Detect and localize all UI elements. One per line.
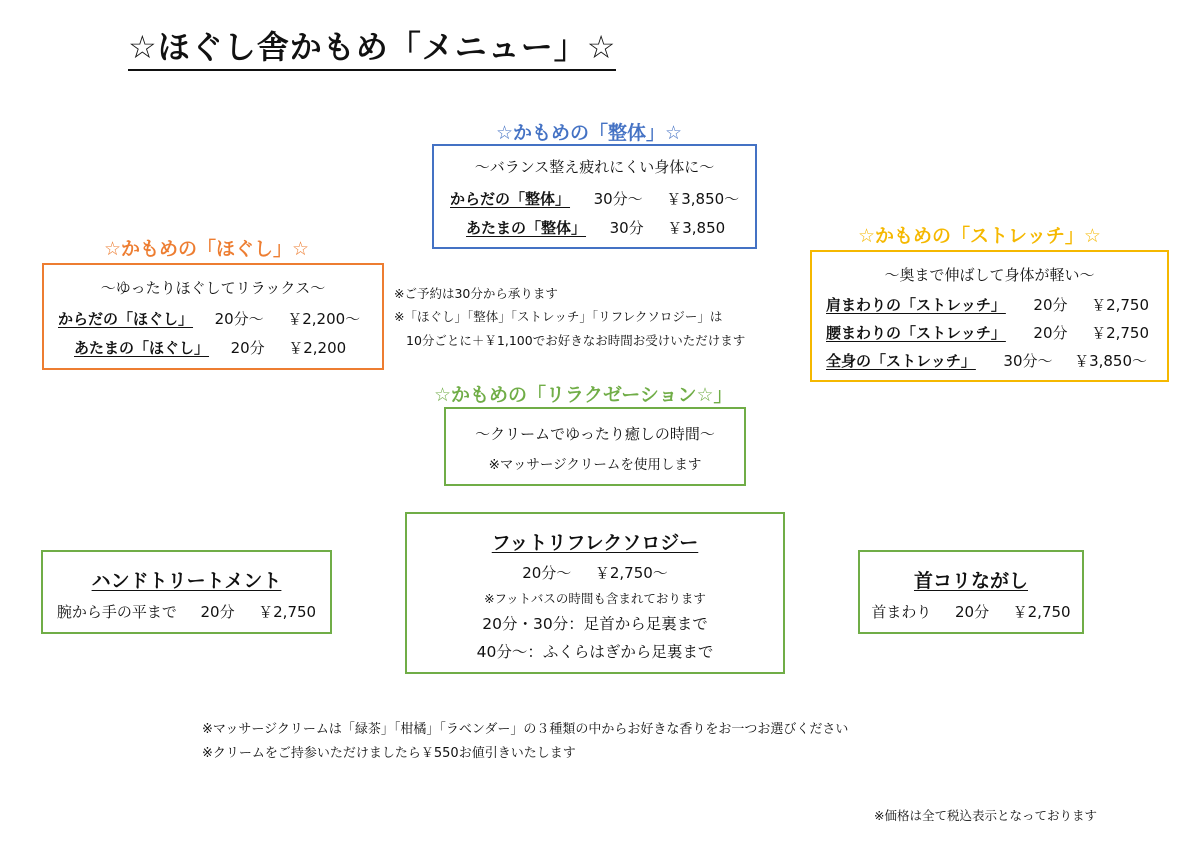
hand-price: ￥2,750	[258, 603, 317, 621]
seitai-item-body	[450, 188, 739, 209]
hogushi-item-head-name: あたまの「ほぐし」	[74, 339, 210, 357]
neck-title: 首コリながし	[913, 570, 1028, 592]
neck-price-line	[860, 601, 1082, 622]
foot-title: フットリフレクソロジー	[491, 532, 699, 554]
hogushi-item-body-time: 20分～	[214, 310, 264, 328]
center-note-1: ※ご予約は30分から承ります	[394, 286, 558, 301]
stretch-item-full-price: ￥3,850～	[1074, 352, 1148, 370]
stretch-item-waist	[826, 322, 1149, 343]
page-title: ☆ほぐし舎かもめ「メニュー」☆	[128, 22, 616, 71]
hogushi-heading: ☆かもめの「ほぐし」☆	[104, 238, 310, 260]
seitai-item-body-time: 30分～	[593, 190, 643, 208]
hand-desc: 腕から手の平まで	[56, 603, 177, 621]
neck-desc: 首まわり	[871, 603, 932, 621]
seitai-item-body-price: ￥3,850～	[666, 190, 740, 208]
hogushi-item-body-name: からだの「ほぐし」	[58, 310, 194, 328]
stretch-item-shoulder-name: 肩まわりの「ストレッチ」	[826, 296, 1006, 314]
foot-time: 20分～	[522, 564, 572, 582]
seitai-box	[432, 144, 757, 249]
stretch-item-waist-time: 20分	[1033, 324, 1068, 342]
center-note-2: ※「ほぐし」「整体」「ストレッチ」「リフレクソロジー」は	[394, 309, 723, 324]
foot-note: ※フットバスの時間も含まれております	[484, 591, 706, 606]
stretch-item-full-name: 全身の「ストレッチ」	[826, 352, 976, 370]
stretch-item-shoulder-price: ￥2,750	[1091, 296, 1150, 314]
stretch-item-shoulder	[826, 294, 1149, 315]
hogushi-box	[42, 263, 384, 370]
stretch-item-full-time: 30分～	[1003, 352, 1053, 370]
foot-price: ￥2,750～	[594, 564, 668, 582]
tax-note: ※価格は全て税込表示となっております	[874, 808, 1097, 823]
stretch-box	[810, 250, 1169, 382]
neck-price: ￥2,750	[1012, 603, 1071, 621]
stretch-tagline: ～奥まで伸ばして身体が軽い～	[884, 266, 1095, 284]
seitai-item-head-name: あたまの「整体」	[466, 219, 587, 237]
hogushi-item-body	[58, 308, 360, 329]
seitai-item-head	[466, 217, 725, 238]
center-note-3: 10分ごとに＋￥1,100でお好きなお時間お受けいただけます	[406, 333, 746, 348]
neck-time: 20分	[954, 603, 990, 621]
stretch-item-shoulder-time: 20分	[1033, 296, 1068, 314]
seitai-item-head-time: 30分	[609, 219, 644, 237]
hogushi-item-body-price: ￥2,200～	[287, 310, 361, 328]
relax-note: ※マッサージクリームを使用します	[488, 457, 702, 473]
hand-time: 20分	[200, 603, 235, 621]
neck-box	[858, 550, 1084, 634]
hand-title: ハンドトリートメント	[91, 570, 282, 592]
hogushi-item-head-time: 20分	[230, 339, 265, 357]
relax-tagline: ～クリームでゆったり癒しの時間～	[475, 425, 715, 443]
seitai-tagline: ～バランス整え疲れにくい身体に～	[474, 158, 715, 176]
foot-box	[405, 512, 785, 674]
seitai-item-head-price: ￥3,850	[667, 219, 726, 237]
hand-price-line	[43, 601, 330, 622]
stretch-item-waist-price: ￥2,750	[1091, 324, 1150, 342]
stretch-item-waist-name: 腰まわりの「ストレッチ」	[826, 324, 1006, 342]
foot-detail-2: 40分～：ふくらはぎから足裏まで	[476, 643, 714, 661]
stretch-item-full	[826, 350, 1147, 371]
bottom-note-1: ※マッサージクリームは「緑茶」「柑橘」「ラベンダー」の３種類の中からお好きな香りをお一つお選びください	[202, 722, 849, 737]
hogushi-tagline: ～ゆったりほぐしてリラックス～	[100, 279, 326, 297]
seitai-item-body-name: からだの「整体」	[450, 190, 571, 208]
relax-heading: ☆かもめの「リラクゼーション☆」	[434, 384, 733, 406]
foot-detail-1: 20分・30分：足首から足裏まで	[482, 615, 708, 633]
relax-box	[444, 407, 746, 486]
seitai-heading: ☆かもめの「整体」☆	[496, 122, 683, 144]
stretch-heading: ☆かもめの「ストレッチ」☆	[858, 225, 1101, 247]
hand-box	[41, 550, 332, 634]
bottom-note-2: ※クリームをご持参いただけましたら￥550お値引きいたします	[202, 746, 576, 761]
foot-price-line	[407, 562, 783, 583]
hogushi-item-head-price: ￥2,200	[288, 339, 347, 357]
hogushi-item-head	[74, 337, 346, 358]
